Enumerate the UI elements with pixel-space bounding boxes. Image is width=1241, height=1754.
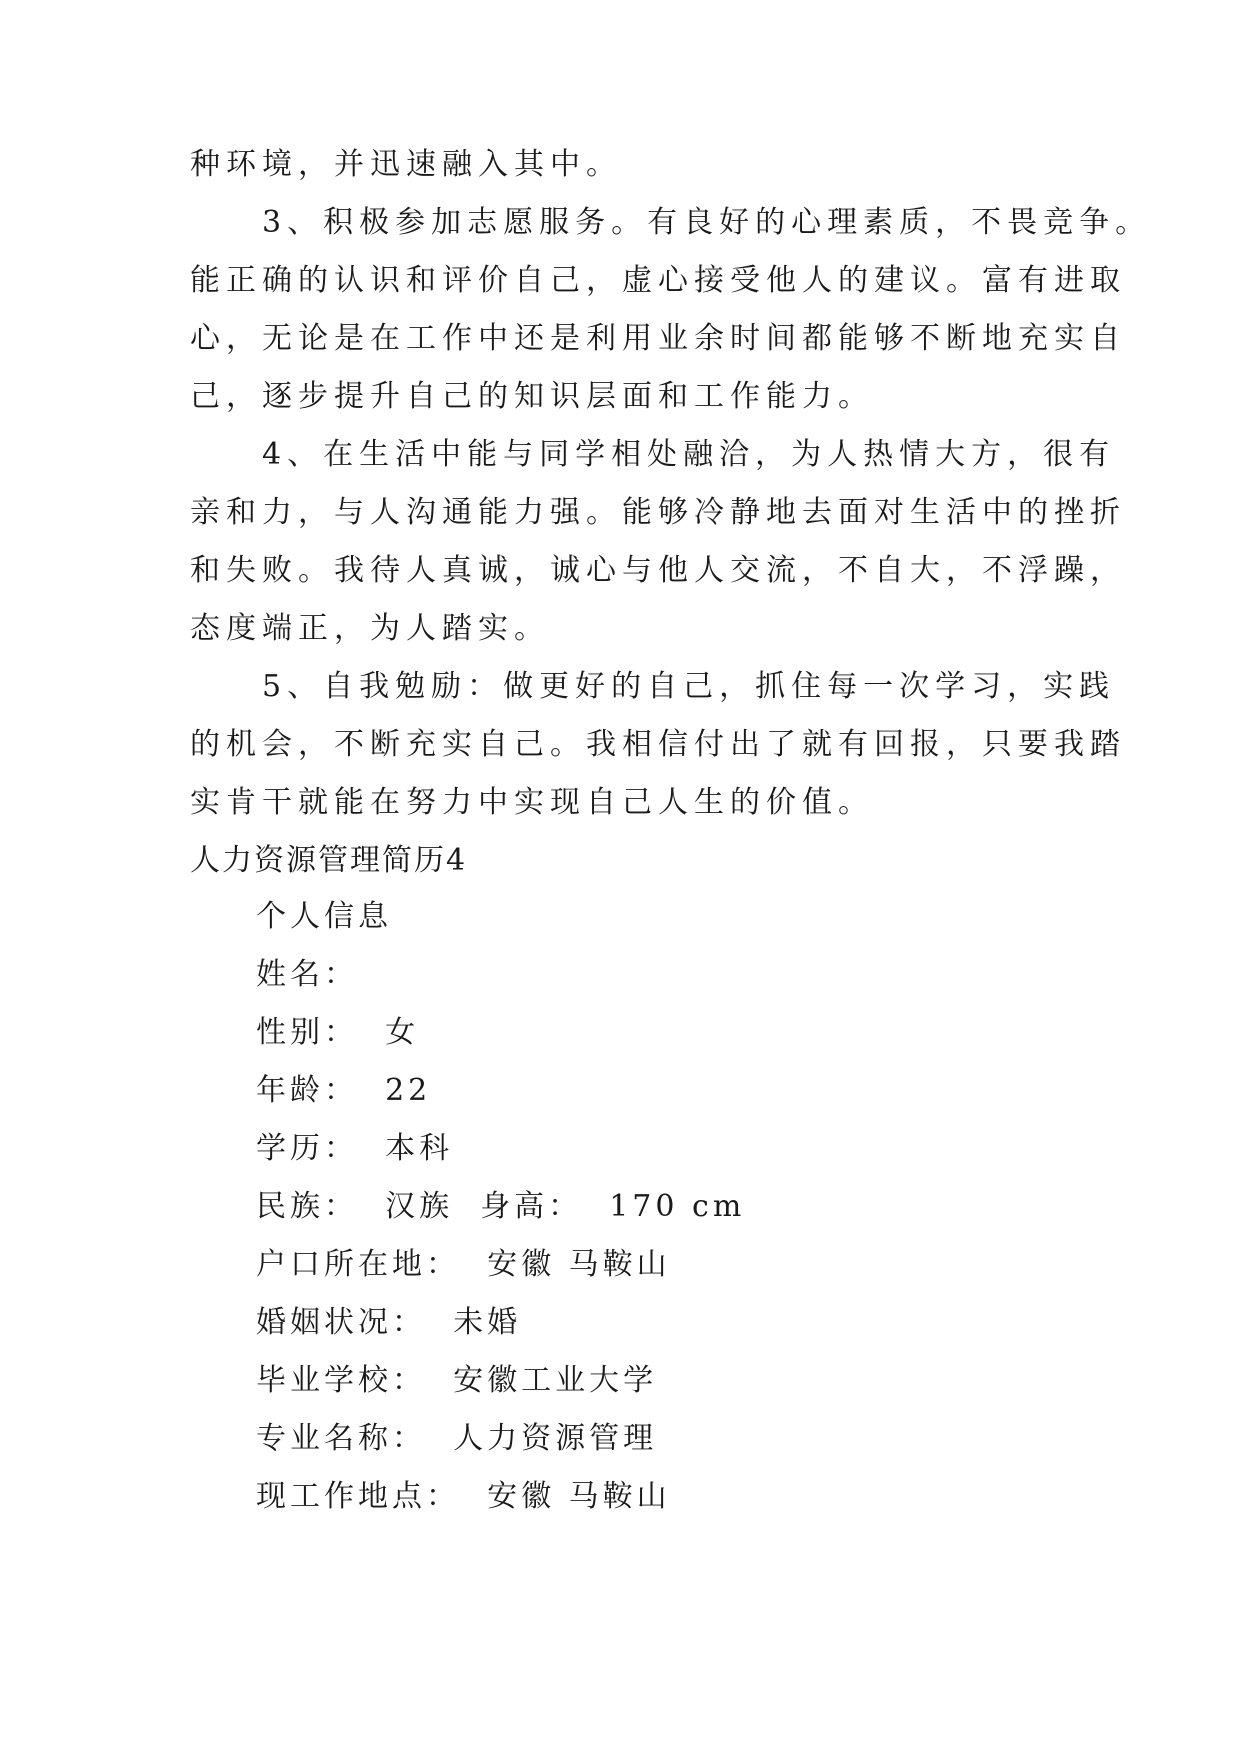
- text-line: 种环境，并迅速融入其中。: [190, 147, 622, 182]
- paragraph-item-5: [190, 658, 1126, 832]
- info-age: 年龄： 22: [256, 1073, 432, 1108]
- text-line: 和失败。我待人真诚，诚心与他人交流，不自大，不浮躁，: [190, 553, 1126, 588]
- text-line: 心，无论是在工作中还是利用业余时间都能够不断地充实自: [190, 321, 1126, 356]
- resume-heading: 人力资源管理简历4: [190, 843, 468, 878]
- info-ethnicity-height: 民族： 汉族 身高： 170 cm: [256, 1189, 746, 1224]
- info-major: 专业名称： 人力资源管理: [256, 1421, 658, 1456]
- text-line: 态度端正，为人踏实。: [190, 611, 550, 646]
- info-section-title: 个人信息: [256, 899, 392, 934]
- info-hukou: 户口所在地： 安徽 马鞍山: [256, 1247, 671, 1282]
- text-line: 的机会，不断充实自己。我相信付出了就有回报，只要我踏: [190, 727, 1126, 762]
- text-line: 能正确的认识和评价自己，虚心接受他人的建议。富有进取: [190, 263, 1126, 298]
- text-line: 己，逐步提升自己的知识层面和工作能力。: [190, 379, 874, 414]
- info-education: 学历： 本科: [256, 1131, 454, 1166]
- info-gender: 性别： 女: [256, 1015, 420, 1050]
- text-line: 亲和力，与人沟通能力强。能够冷静地去面对生活中的挫折: [190, 495, 1126, 530]
- text-line: 4、在生活中能与同学相处融洽，为人热情大方，很有: [190, 437, 1116, 472]
- paragraph-item-4: [190, 426, 1126, 658]
- info-school: 毕业学校： 安徽工业大学: [256, 1363, 658, 1398]
- info-work-location: 现工作地点： 安徽 马鞍山: [256, 1479, 671, 1514]
- text-line: 3、积极参加志愿服务。有良好的心理素质，不畏竞争。: [190, 205, 1152, 240]
- info-name: 姓名：: [256, 957, 358, 992]
- info-marital-status: 婚姻状况： 未婚: [256, 1305, 522, 1340]
- paragraph-item-3: [190, 194, 1152, 426]
- paragraph-continuation: [190, 136, 1070, 194]
- text-line: 实肯干就能在努力中实现自己人生的价值。: [190, 785, 874, 820]
- text-line: 5、自我勉励：做更好的自己，抓住每一次学习，实践: [190, 669, 1116, 704]
